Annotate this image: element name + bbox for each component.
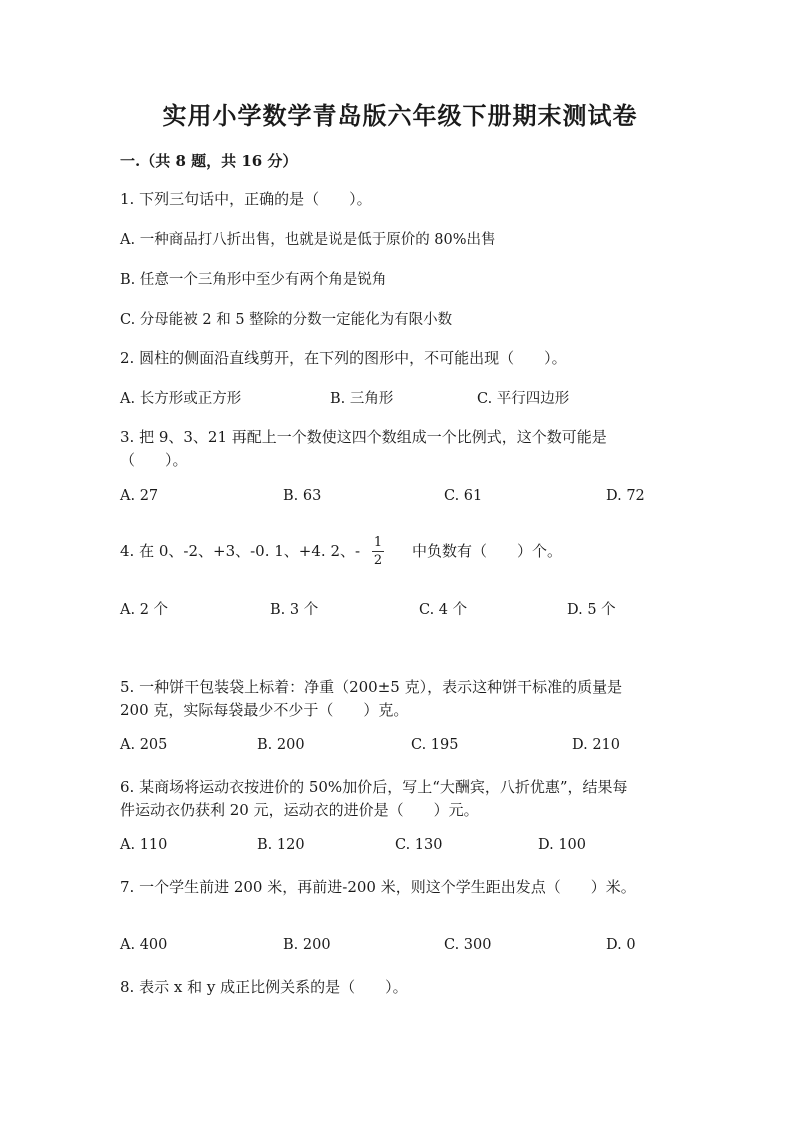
q1-option-b: B. 任意一个三角形中至少有两个角是锐角 — [120, 272, 387, 288]
q7-option-a: A. 400 — [120, 937, 168, 953]
q5-option-a: A. 205 — [120, 737, 168, 753]
question-7: 7. 一个学生前进 200 米，再前进-200 米，则这个学生距出发点（ ）米。 — [120, 878, 636, 896]
q1-option-a: A. 一种商品打八折出售，也就是说是低于原价的 80%出售 — [120, 232, 496, 248]
q5-option-b: B. 200 — [257, 737, 305, 753]
question-5-line-1: 5. 一种饼干包装袋上标着：净重（200±5 克），表示这种饼干标准的质量是 — [120, 678, 623, 696]
q1-option-c: C. 分母能被 2 和 5 整除的分数一定能化为有限小数 — [120, 312, 453, 328]
q5-option-d: D. 210 — [572, 737, 621, 753]
q4-option-c: C. 4 个 — [419, 602, 468, 618]
q7-option-c: C. 300 — [444, 937, 492, 953]
q3-option-b: B. 63 — [283, 488, 322, 504]
q7-option-b: B. 200 — [283, 937, 331, 953]
q6-option-a: A. 110 — [120, 837, 168, 853]
q5-option-c: C. 195 — [411, 737, 459, 753]
q3-option-c: C. 61 — [444, 488, 483, 504]
question-2: 2. 圆柱的侧面沿直线剪开，在下列的图形中，不可能出现（ ）。 — [120, 349, 567, 367]
q2-option-b: B. 三角形 — [330, 391, 394, 407]
q6-option-b: B. 120 — [257, 837, 305, 853]
question-1: 1. 下列三句话中，正确的是（ ）。 — [120, 190, 372, 208]
q6-option-d: D. 100 — [538, 837, 587, 853]
fraction-numerator: 1 — [373, 535, 383, 550]
q4-option-b: B. 3 个 — [270, 602, 319, 618]
q6-option-c: C. 130 — [395, 837, 443, 853]
question-8: 8. 表示 x 和 y 成正比例关系的是（ ）。 — [120, 978, 408, 996]
page-title: 实用小学数学青岛版六年级下册期末测试卷 — [162, 101, 638, 130]
question-6-line-1: 6. 某商场将运动衣按进价的 50%加价后，写上“大酬宾，八折优惠”，结果每 — [120, 778, 628, 796]
question-3-line-1: 3. 把 9、3、21 再配上一个数使这四个数组成一个比例式，这个数可能是 — [120, 428, 607, 446]
section-heading: 一.（共 8 题，共 16 分） — [120, 152, 298, 170]
question-6-line-2: 件运动衣仍获利 20 元，运动衣的进价是（ ）元。 — [120, 801, 479, 819]
question-4-text-before: 4. 在 0、-2、+3、-0. 1、+4. 2、- — [120, 542, 361, 560]
fraction-bar — [372, 551, 384, 552]
q2-option-c: C. 平行四边形 — [477, 391, 570, 407]
q4-option-a: A. 2 个 — [120, 602, 169, 618]
q7-option-d: D. 0 — [606, 937, 636, 953]
question-3-line-2: （ ）。 — [120, 451, 188, 469]
fraction-one-half — [372, 535, 384, 568]
fraction-denominator: 2 — [373, 553, 383, 568]
q2-option-a: A. 长方形或正方形 — [120, 391, 242, 407]
q3-option-a: A. 27 — [120, 488, 159, 504]
question-4-text-after: 中负数有（ ）个。 — [412, 542, 563, 560]
q4-option-d: D. 5 个 — [567, 602, 616, 618]
question-5-line-2: 200 克，实际每袋最少不少于（ ）克。 — [120, 701, 409, 719]
q3-option-d: D. 72 — [606, 488, 645, 504]
